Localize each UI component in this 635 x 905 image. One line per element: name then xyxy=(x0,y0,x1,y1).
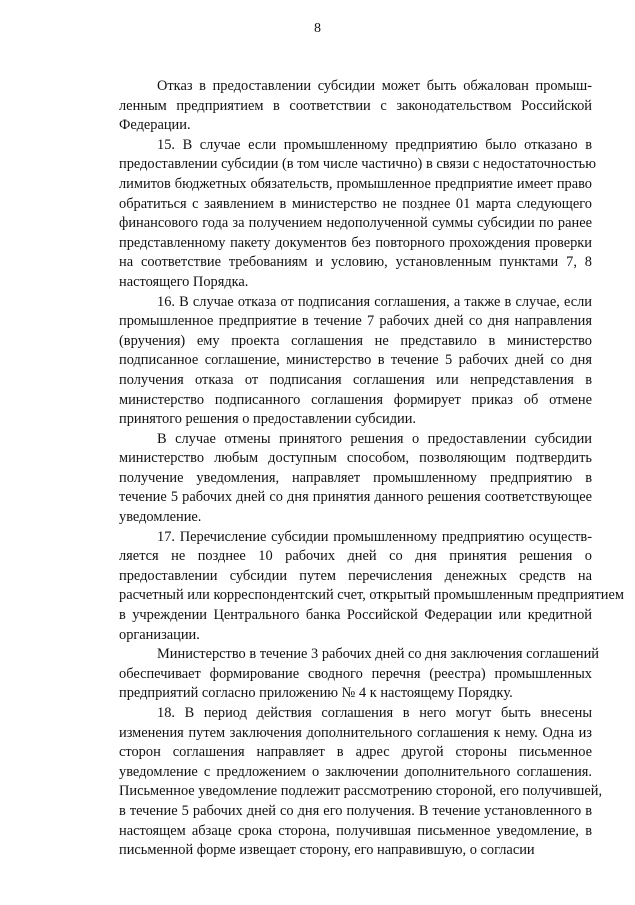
text-line: настоящем абзаце срока сторона, получившая письменное уведомление, в xyxy=(119,822,592,839)
text-line: уведомление с предложением о заключении дополнительного соглашения. xyxy=(119,763,592,780)
text-line: 16. В случае отказа от подписания соглашения, а также в случае, если xyxy=(157,293,592,310)
paragraph xyxy=(119,430,592,528)
text-line: обратиться с заявлением в министерство не позднее 01 марта следующего xyxy=(119,195,592,212)
paragraph xyxy=(119,77,592,136)
document-body xyxy=(119,77,624,861)
text-line: Министерство в течение 3 рабочих дней со дня заключения соглашений xyxy=(157,646,600,663)
text-line: получения отказа от подписания соглашения или непредставления в xyxy=(119,371,592,388)
text-line: министерство подписанного соглашения формирует приказ об отмене xyxy=(119,391,592,408)
text-line: расчетный или корреспондентский счет, открытый промышленным предприятием xyxy=(119,587,624,604)
text-line: уведомление. xyxy=(119,509,202,526)
text-line: обеспечивает формирование сводного перечня (реестра) промышленных xyxy=(119,665,592,682)
text-line: организации. xyxy=(119,626,200,643)
paragraph xyxy=(119,528,624,646)
text-line: 17. Перечисление субсидии промышленному предприятию осуществ- xyxy=(157,528,592,545)
text-line: в течение 5 рабочих дней со дня его получения. В течение установленного в xyxy=(119,802,592,819)
paragraph xyxy=(119,704,603,861)
text-line: министерство любым доступным способом, позволяющим подтвердить xyxy=(119,450,592,467)
text-line: настоящего Порядка. xyxy=(119,273,249,290)
text-line: промышленное предприятие в течение 7 рабочих дней со дня направления xyxy=(119,313,592,330)
text-line: 18. В период действия соглашения в него могут быть внесены xyxy=(157,705,592,721)
text-line: в учреждении Центрального банка Российской Федерации или кредитной xyxy=(119,607,592,624)
text-line: получение уведомления, направляет промышленному предприятию в xyxy=(119,469,592,486)
text-line: представленному пакету документов без повторного прохождения проверки xyxy=(119,234,592,251)
text-line: подписанное соглашение, министерство в течение 5 рабочих дней со дня xyxy=(119,352,592,369)
text-line: принятого решения о предоставлении субсидии. xyxy=(119,411,417,428)
text-line: предоставлении субсидии (в том числе частично) в связи с недостаточностью xyxy=(119,156,596,173)
page-number: 8 xyxy=(314,21,321,36)
text-line: письменной форме извещает сторону, его направившую, о согласии xyxy=(119,842,535,859)
text-line: Отказ в предоставлении субсидии может быть обжалован промыш- xyxy=(157,78,592,94)
text-line: ляется не позднее 10 рабочих дней со дня принятия решения о xyxy=(119,548,592,565)
text-line: 15. В случае если промышленному предприятию было отказано в xyxy=(157,136,592,153)
text-line: течение 5 рабочих дней со дня принятия данного решения соответствующее xyxy=(119,489,592,506)
text-line: финансового года за получением недополученной суммы субсидии по ранее xyxy=(119,215,592,232)
paragraph xyxy=(119,136,596,293)
text-line: изменения путем заключения дополнительного соглашения к нему. Одна из xyxy=(119,724,592,741)
text-line: В случае отмены принятого решения о предоставлении субсидии xyxy=(157,430,592,447)
paragraph xyxy=(119,293,592,430)
text-line: ленным предприятием в соответствии с законодательством Российской xyxy=(119,97,592,114)
text-line: сторон соглашения направляет в адрес другой стороны письменное xyxy=(119,744,592,761)
text-line: (вручения) ему проекта соглашения не представило в министерство xyxy=(119,332,592,349)
text-line: лимитов бюджетных обязательств, промышленное предприятие имеет право xyxy=(119,175,592,192)
text-line: предприятий согласно приложению № 4 к настоящему Порядку. xyxy=(119,685,513,702)
text-line: Федерации. xyxy=(119,117,191,134)
text-line: предоставлении субсидии путем перечисления денежных средств на xyxy=(119,567,592,584)
text-line: Письменное уведомление подлежит рассмотрению стороной, его получившей, xyxy=(119,783,603,800)
paragraph xyxy=(119,645,600,704)
text-line: на соответствие требованиям и условию, установленным пунктами 7, 8 xyxy=(119,254,592,271)
